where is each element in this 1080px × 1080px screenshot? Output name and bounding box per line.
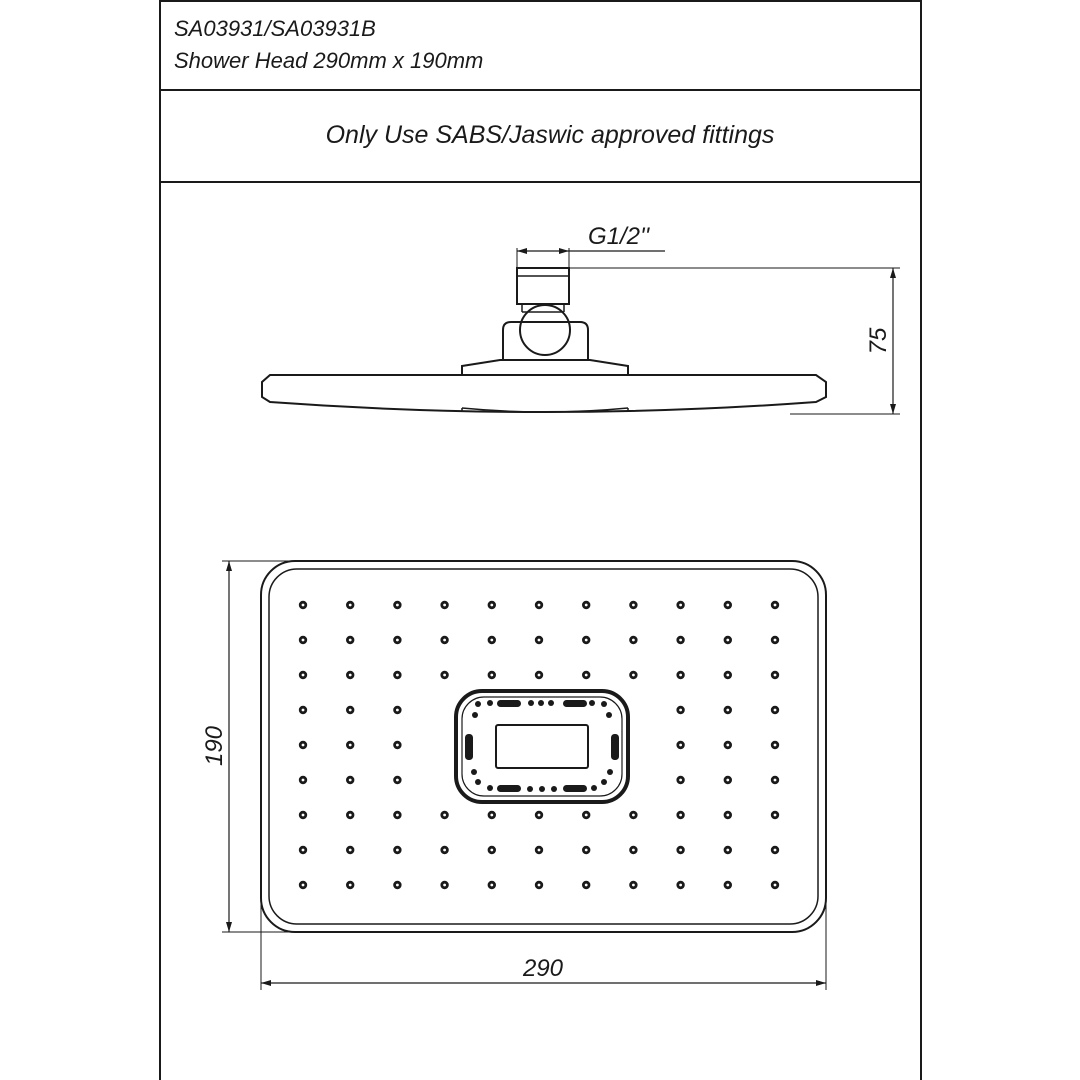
center-nozzle (591, 785, 597, 791)
nozzle-hole (679, 709, 682, 712)
nozzle-hole (443, 674, 446, 677)
center-nozzle (487, 785, 493, 791)
nozzle-hole (349, 849, 352, 852)
center-nozzle (475, 779, 481, 785)
nozzle-hole (726, 779, 729, 782)
center-nozzle (475, 701, 481, 707)
nozzle-hole (726, 604, 729, 607)
nozzle-hole (443, 814, 446, 817)
nozzle-hole (774, 849, 777, 852)
product-description-text: Shower Head 290mm x 190mm (174, 48, 484, 73)
nozzle-hole (632, 849, 635, 852)
nozzle-hole (726, 674, 729, 677)
center-slot-nozzle (563, 700, 587, 707)
nozzle-hole (585, 639, 588, 642)
nozzle-hole (632, 814, 635, 817)
nozzle-hole (774, 779, 777, 782)
nozzle-hole (396, 604, 399, 607)
nozzle-hole (490, 604, 493, 607)
center-nozzle (471, 769, 477, 775)
nozzle-hole (774, 639, 777, 642)
center-nozzle (606, 712, 612, 718)
nozzle-grid (299, 601, 779, 889)
nozzle-hole (679, 849, 682, 852)
nozzle-hole (349, 674, 352, 677)
nozzle-hole (349, 744, 352, 747)
nozzle-hole (774, 884, 777, 887)
nozzle-hole (632, 884, 635, 887)
nozzle-hole (396, 709, 399, 712)
nozzle-hole (490, 639, 493, 642)
center-slot-nozzle (465, 734, 473, 760)
nozzle-hole (679, 639, 682, 642)
nozzle-hole (585, 849, 588, 852)
product-code-text: SA03931/SA03931B (174, 16, 376, 41)
nozzle-hole (585, 604, 588, 607)
nozzle-hole (726, 639, 729, 642)
nozzle-hole (302, 639, 305, 642)
center-nozzle (472, 712, 478, 718)
nozzle-hole (302, 849, 305, 852)
side-height-dimension-label: 75 (865, 327, 892, 355)
center-nozzle (589, 700, 595, 706)
nozzle-hole (585, 674, 588, 677)
fittings-note-text: Only Use SABS/Jaswic approved fittings (325, 121, 775, 149)
center-nozzle (487, 700, 493, 706)
nozzle-hole (302, 744, 305, 747)
connector-nut (517, 268, 569, 304)
nozzle-hole (774, 604, 777, 607)
nozzle-hole (632, 604, 635, 607)
nozzle-hole (726, 814, 729, 817)
nozzle-hole (679, 814, 682, 817)
center-nozzle (538, 700, 544, 706)
nozzle-hole (349, 709, 352, 712)
nozzle-hole (726, 744, 729, 747)
nozzle-hole (443, 884, 446, 887)
nozzle-hole (443, 604, 446, 607)
center-nozzle (601, 779, 607, 785)
nozzle-hole (538, 639, 541, 642)
nozzle-hole (349, 884, 352, 887)
nozzle-hole (632, 639, 635, 642)
nozzle-hole (349, 814, 352, 817)
top-hub (462, 360, 628, 375)
nozzle-hole (538, 884, 541, 887)
nozzle-hole (349, 639, 352, 642)
center-nozzle (601, 701, 607, 707)
nozzle-hole (585, 814, 588, 817)
center-nozzle (539, 786, 545, 792)
nozzle-hole (632, 674, 635, 677)
side-view (262, 223, 900, 414)
center-slot-nozzle (611, 734, 619, 760)
center-nozzle (551, 786, 557, 792)
nozzle-hole (679, 779, 682, 782)
nozzle-hole (490, 849, 493, 852)
nozzle-hole (443, 849, 446, 852)
nozzle-hole (396, 814, 399, 817)
width-dimension-label: 290 (522, 955, 564, 982)
nozzle-hole (396, 779, 399, 782)
center-slot-nozzle (497, 785, 521, 792)
nozzle-hole (302, 604, 305, 607)
nozzle-hole (774, 674, 777, 677)
plan-view (201, 561, 826, 990)
center-slot-nozzle (497, 700, 521, 707)
nozzle-hole (679, 604, 682, 607)
nozzle-hole (443, 639, 446, 642)
nozzle-hole (679, 884, 682, 887)
nozzle-hole (538, 674, 541, 677)
nozzle-hole (302, 814, 305, 817)
nozzle-hole (302, 884, 305, 887)
center-nozzle (607, 769, 613, 775)
shower-head-outer-outline (261, 561, 826, 932)
nozzle-hole (774, 814, 777, 817)
nozzle-hole (585, 884, 588, 887)
nozzle-hole (774, 709, 777, 712)
nozzle-hole (679, 744, 682, 747)
center-nozzle (528, 700, 534, 706)
nozzle-hole (490, 674, 493, 677)
nozzle-hole (679, 674, 682, 677)
nozzle-hole (490, 884, 493, 887)
nozzle-hole (774, 744, 777, 747)
nozzle-hole (396, 849, 399, 852)
nozzle-hole (396, 674, 399, 677)
nozzle-hole (538, 814, 541, 817)
nozzle-hole (726, 709, 729, 712)
nozzle-hole (538, 849, 541, 852)
nozzle-hole (396, 639, 399, 642)
center-module-nozzles (465, 700, 619, 792)
nozzle-hole (349, 604, 352, 607)
nozzle-hole (396, 884, 399, 887)
nozzle-hole (349, 779, 352, 782)
nozzle-hole (726, 884, 729, 887)
nozzle-hole (302, 779, 305, 782)
center-module-outline (456, 691, 628, 802)
center-nozzle (548, 700, 554, 706)
plan-height-dimension-label: 190 (201, 725, 228, 767)
nozzle-hole (538, 604, 541, 607)
nozzle-hole (490, 814, 493, 817)
center-slot-nozzle (563, 785, 587, 792)
center-display-window (496, 725, 588, 768)
nozzle-hole (396, 744, 399, 747)
shower-head-body-side (262, 375, 826, 412)
thread-size-label: G1/2'' (588, 223, 650, 250)
nozzle-hole (726, 849, 729, 852)
nozzle-hole (302, 674, 305, 677)
nozzle-hole (302, 709, 305, 712)
center-nozzle (527, 786, 533, 792)
